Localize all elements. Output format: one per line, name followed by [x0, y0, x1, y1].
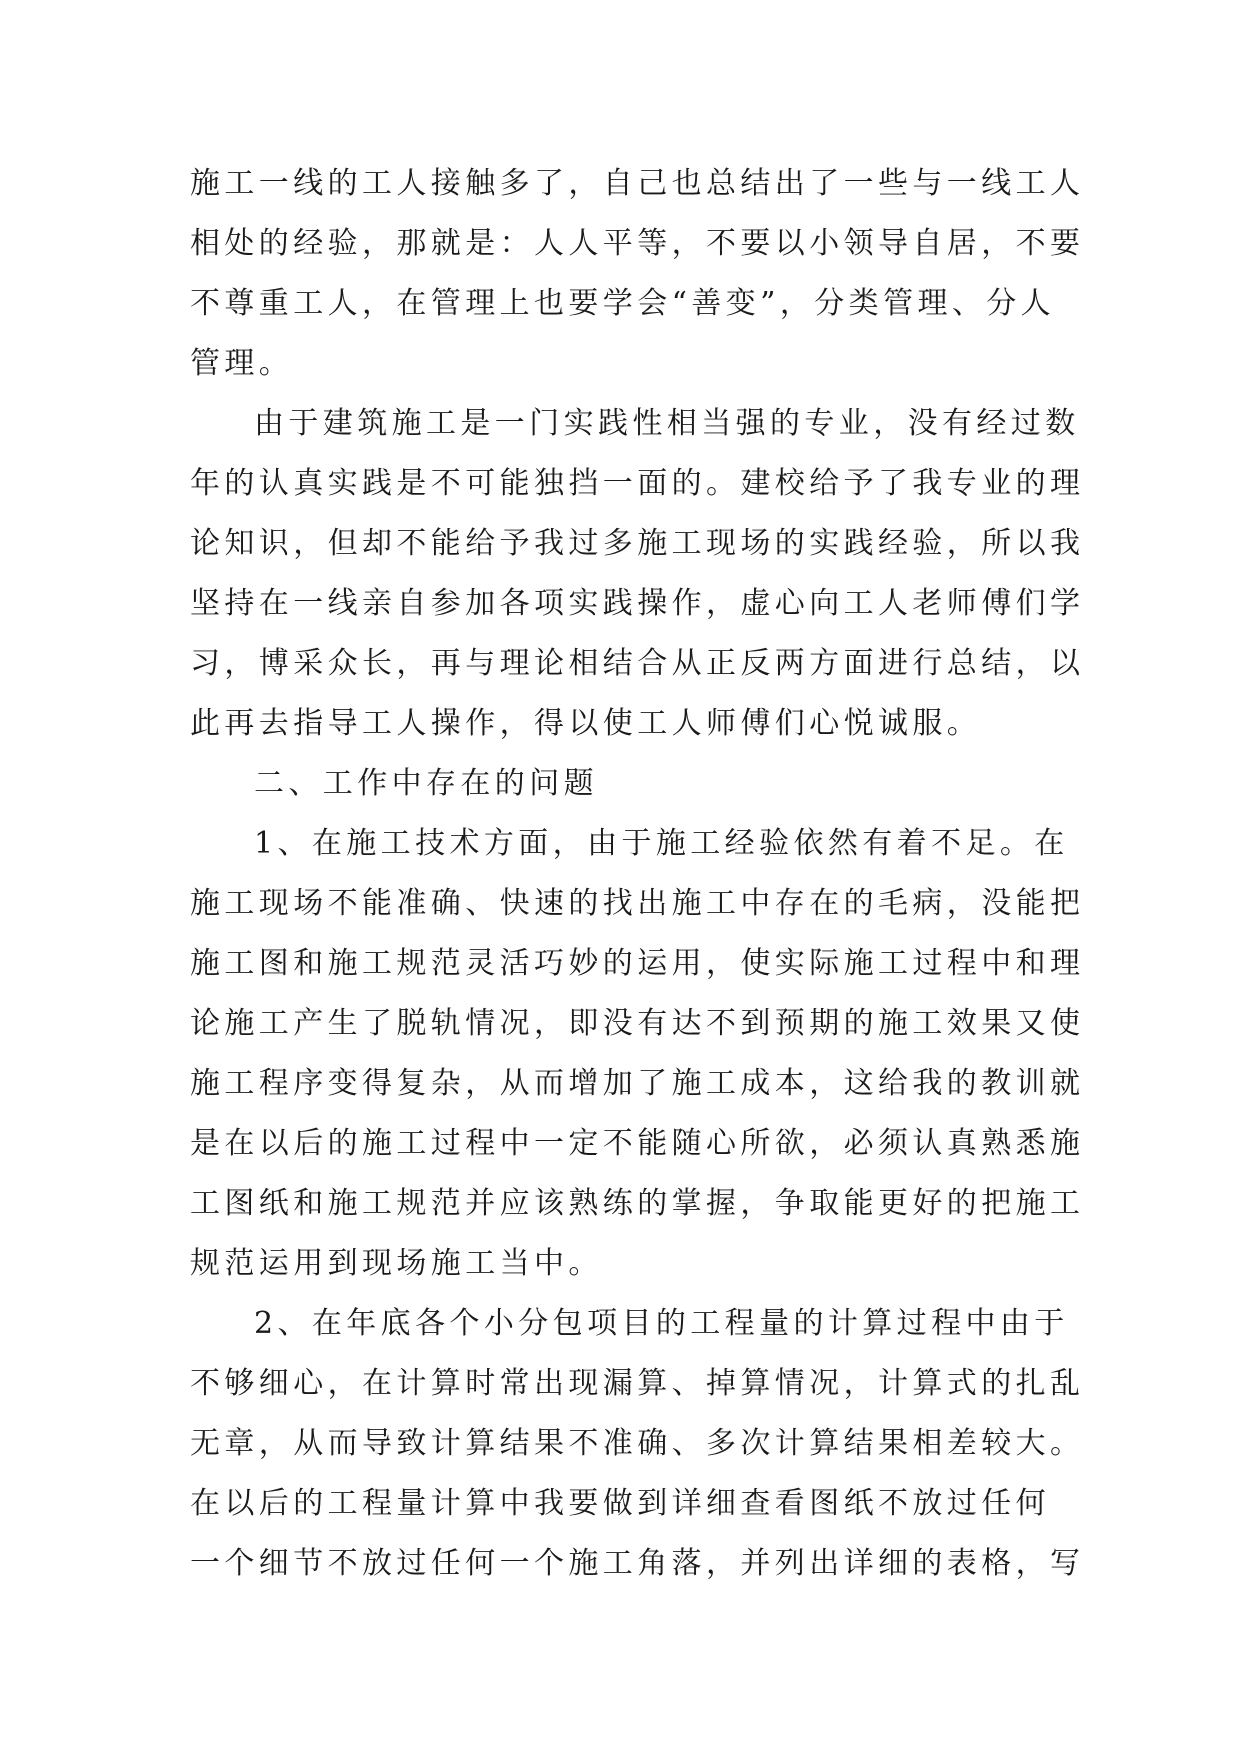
paragraph-line: 此再去指导工人操作，得以使工人师傅们心悦诚服。 [190, 706, 982, 741]
paragraph-line: 一个细节不放过任何一个施工角落，并列出详细的表格，写 [190, 1546, 1085, 1581]
paragraph-line: 施工一线的工人接触多了，自己也总结出了一些与一线工人 [190, 166, 1085, 201]
paragraph-line: 工图纸和施工规范并应该熟练的掌握，争取能更好的把施工 [190, 1186, 1085, 1221]
paragraph-line: 习，博采众长，再与理论相结合从正反两方面进行总结，以 [190, 646, 1085, 681]
paragraph-line: 由于建筑施工是一门实践性相当强的专业，没有经过数 [254, 406, 1080, 441]
paragraph-line: 相处的经验，那就是：人人平等，不要以小领导自居，不要 [190, 226, 1085, 261]
paragraph-line: 施工程序变得复杂，从而增加了施工成本，这给我的教训就 [190, 1066, 1085, 1101]
paragraph-line: 不尊重工人，在管理上也要学会“善变”，分类管理、分人 [190, 286, 1056, 321]
paragraph-line: 不够细心，在计算时常出现漏算、掉算情况，计算式的扎乱 [190, 1366, 1085, 1401]
section-heading: 二、工作中存在的问题 [254, 766, 598, 801]
paragraph-line: 2、在年底各个小分包项目的工程量的计算过程中由于 [254, 1306, 1069, 1341]
paragraph-line: 施工现场不能准确、快速的找出施工中存在的毛病，没能把 [190, 886, 1085, 921]
paragraph-line: 是在以后的施工过程中一定不能随心所欲，必须认真熟悉施 [190, 1126, 1085, 1161]
paragraph-line: 无章，从而导致计算结果不准确、多次计算结果相差较大。 [190, 1426, 1085, 1461]
paragraph-line: 在以后的工程量计算中我要做到详细查看图纸不放过任何 [190, 1486, 1050, 1521]
paragraph-line: 规范运用到现场施工当中。 [190, 1246, 603, 1281]
paragraph-line: 论知识，但却不能给予我过多施工现场的实践经验，所以我 [190, 526, 1085, 561]
paragraph-line: 年的认真实践是不可能独挡一面的。建校给予了我专业的理 [190, 466, 1085, 501]
paragraph-line: 论施工产生了脱轨情况，即没有达不到预期的施工效果又使 [190, 1006, 1085, 1041]
document-page [190, 154, 1085, 1594]
paragraph-line: 1、在施工技术方面，由于施工经验依然有着不足。在 [254, 826, 1069, 861]
paragraph-line: 施工图和施工规范灵活巧妙的运用，使实际施工过程中和理 [190, 946, 1085, 981]
paragraph-line: 管理。 [190, 346, 294, 381]
paragraph-line: 坚持在一线亲自参加各项实践操作，虚心向工人老师傅们学 [190, 586, 1085, 621]
